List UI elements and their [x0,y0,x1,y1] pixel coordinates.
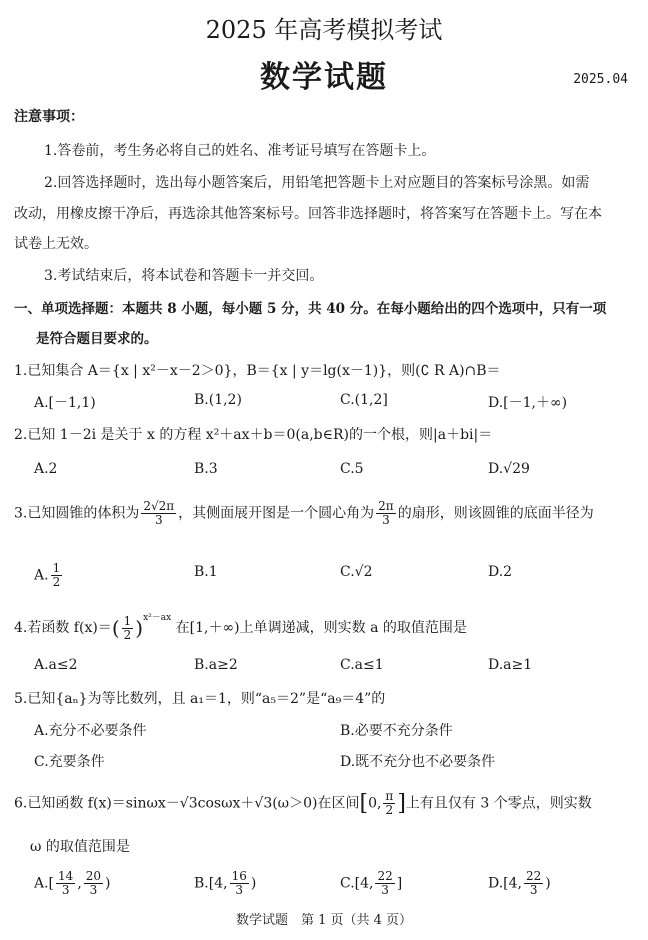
notice-heading: 注意事项： [14,109,84,125]
question-1-stem: 1.已知集合 A＝{x | x²－x－2＞0}，B＝{x | y＝lg(x－1)}，则(∁ R A)∩B＝ [14,363,501,379]
question-3-text-post: 的扇形，则该圆锥的底面半径为 [397,505,594,522]
exponential-base-fraction: $\frac{1}{2}$ [123,613,132,642]
question-2-stem: 2.已知 1－2i 是关于 x 的方程 x²＋ax＋b＝0(a,b∈R)的一个根，则|a＋bi|＝ [14,427,493,443]
notice-item-3: 3.考试结束后，将本试卷和答题卡一并交回。 [44,268,324,284]
question-4-text-pre: 4.若函数 f(x)＝ [14,620,112,636]
interval-end-fraction: $\frac{\pi}{2}$ [385,789,394,817]
question-4-option-a: A.a≤2 [34,657,78,673]
question-5-option-d: D.既不充分也不必要条件 [340,754,496,770]
question-4-option-d: D.a≥1 [488,657,533,673]
question-1-option-c: C.(1,2] [340,392,388,408]
question-1-option-d: D.[－1,＋∞) [488,395,568,411]
question-6-option-a: A.[ $\frac{14}{3}$ , $\frac{20}{3}$ ) [34,869,111,897]
question-2-option-d: D.√29 [488,461,530,477]
question-5-option-c: C.充要条件 [34,754,105,770]
question-4-option-c: C.a≤1 [340,657,384,673]
question-3-option-c: C.√2 [340,564,373,580]
page-footer: 数学试题 第 1 页（共 4 页） [235,913,413,928]
question-4-option-b: B.a≥2 [194,657,238,673]
exam-title: 2025 年高考模拟考试 [205,16,443,44]
question-6-option-c: C.[4, $\frac{22}{3}$ ] [340,869,403,897]
question-6-option-b: B.[4, $\frac{16}{3}$ ) [194,869,257,897]
section-heading-line-2: 是符合题目要求的。 [36,331,158,347]
question-1-option-a: A.[－1,1) [34,395,96,411]
question-6-option-d: D.[4, $\frac{22}{3}$ ) [488,869,551,897]
question-3-text-mid: ，其侧面展开图是一个圆心角为 [178,505,375,522]
subject-title: 数学试题 [260,60,388,95]
question-3-stem [14,500,594,527]
cone-volume-fraction: $\frac{2√2\pi}{3}$ [143,499,175,527]
exam-date: 2025.04 [573,72,628,87]
question-4-text-post: 在[1,＋∞)上单调递减，则实数 a 的取值范围是 [175,620,467,636]
question-1-option-b: B.(1,2) [194,392,242,408]
notice-item-2-line-1: 2.回答选择题时，选出每小题答案后，用铅笔把答题卡上对应题目的答案标号涂黑。如需 [44,175,590,191]
question-5-option-b: B.必要不充分条件 [340,723,453,739]
question-2-option-b: B.3 [194,461,218,477]
question-6-stem: 6.已知函数 f(x)＝sinωx－√3cosωx＋√3(ω＞0)在区间[0, $\frac{\pi}{2}$ ]上有且仅有 3 个零点，则实数 [14,789,592,817]
question-3-option-d: D.2 [488,564,513,580]
exponential-exponent: x²－ax [143,613,172,623]
question-6-text-post: 上有且仅有 3 个零点，则实数 [405,795,592,812]
question-6-stem-line-2: ω 的取值范围是 [30,839,130,855]
notice-item-2-line-3: 试卷上无效。 [14,236,98,252]
question-3-option-a: A. $\frac{1}{2}$ [34,561,61,589]
question-5-option-a: A.充分不必要条件 [34,723,147,739]
question-3-text-pre: 3.已知圆锥的体积为 [14,505,140,522]
question-3-option-b: B.1 [194,564,218,580]
question-5-stem: 5.已知{aₙ}为等比数列，且 a₁＝1，则“a₅＝2”是“a₉＝4”的 [14,691,386,707]
sector-angle-fraction: $\frac{2\pi}{3}$ [378,499,394,527]
question-2-option-a: A.2 [34,461,58,477]
question-6-text-pre: 6.已知函数 f(x)＝sinωx－√3cosωx＋√3(ω＞0)在区间 [14,795,360,812]
notice-item-2-line-2: 改动，用橡皮擦干净后，再选涂其他答案标号。回答非选择题时，将答案写在答题卡上。写在本 [14,206,602,222]
notice-item-1: 1.答卷前，考生务必将自己的姓名、准考证号填写在答题卡上。 [44,143,436,159]
section-heading-line-1: 一、单项选择题：本题共 8 小题，每小题 5 分，共 40 分。在每小题给出的四个选项中，只有一项 [14,301,607,317]
question-2-option-c: C.5 [340,461,364,477]
question-4-stem: 4.若函数 f(x)＝( $\frac{1}{2}$ )$^{x^2-ax}$ 在[1,＋∞)上单调递减，则实数 a 的取值范围是 [14,613,467,642]
